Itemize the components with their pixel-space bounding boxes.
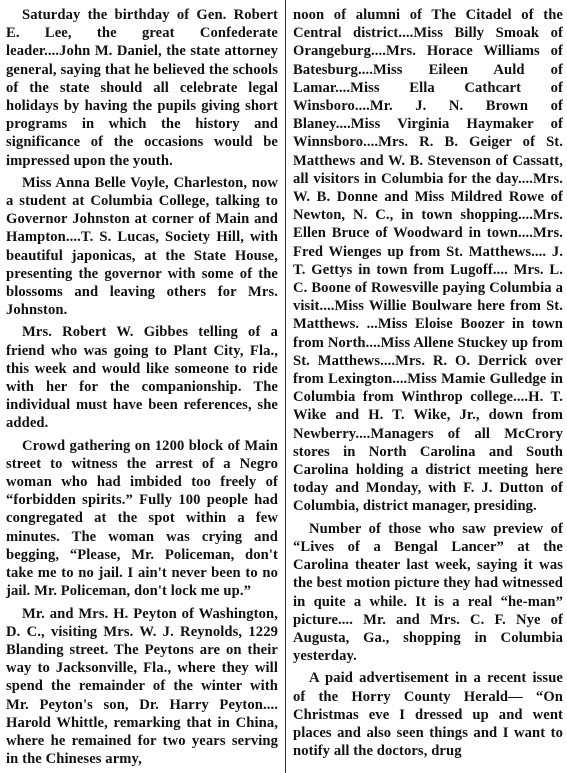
paragraph-peyton-visit: Mr. and Mrs. H. Peyton of Washington, D. C., visiting Mrs. W. J. Reynolds, 1229 Blanding street. The Peytons are on their way to Jacksonville, Fla., where they will spend the remainder of the winter with Mr. Peyton's son, Dr. Harry Peyton.... Harold Whittle, remarking that in China, where he remained for two years serving in the Chineses army, [6,605,278,768]
paragraph-lee-birthday: Saturday the birthday of Gen. Robert E. Lee, the great Confederate leader....John M. Daniel, the state attorney general, saying that he believed the schools of the state should all celebrate legal holidays by having the pupils giving short programs in which the history and significance of the occasions would be impressed upon the youth. [6,7,278,169]
paragraph-anna-belle-voyle: Miss Anna Belle Voyle, Charleston, now a student at Columbia College, talking to Governor Johnston at corner of Main and Hampton....T. S. Lucas, Society Hill, with beautiful japonicas, at the State House, presenting the governor with some of the blossoms and leaving others for Mrs. Johnston. [6,174,278,319]
paragraph-mrs-gibbes: Mrs. Robert W. Gibbes telling of a friend who was going to Plant City, Fla., this week and would like someone to ride with her for the companionship. The individual must have been references, she added. [6,324,278,432]
left-column [6,6,278,772]
paragraph-citadel-alumni: noon of alumni of The Citadel of the Central district....Miss Billy Smoak of Orangeburg....Mrs. Horace Williams of Batesburg....Miss Eileen Auld of Lamar....Miss Ella Cathcart of Winsboro....Mr. J. N. Brown of Blaney....Miss Virginia Haymaker of Winnsboro....Mrs. R. B. Geiger of St. Matthews and W. B. Stevenson of Cassatt, all visitors in Columbia for the day....Mrs. W. B. Donne and Miss Mildred Rowe of Newton, N. C., in town shopping....Mrs. Ellen Bruce of Woodward in town....Mrs. Fred Wienges up from St. Matthews.... J. T. Gettys in town from Lugoff.... Mrs. L. C. Boone of Rowesville paying Columbia a visit....Miss Willie Boulware here from St. Matthews. ...Miss Eloise Boozer in town from North....Miss Allene Stuckey up from St. Matthews....Mrs. R. O. Derrick over from Lexington....Miss Mamie Gulledge in Columbia from Winthrop college....H. T. Wike and H. T. Wike, Jr., down from Newberry....Managers of all McCrory stores in North Carolina and South Carolina holding a district meeting here today and Monday, with F. J. Dutton of Columbia, district manager, presiding. [293,7,563,515]
paragraph-bengal-lancer: Number of those who saw preview of “Lives of a Bengal Lancer” at the Carolina theater last week, saying it was the best motion picture they had witnessed in quite a while. It is a real “he-man” picture.... Mr. and Mrs. C. F. Nye of Augusta, Ga., shopping in Columbia yesterday. [293,520,563,665]
paragraph-crowd-arrest: Crowd gathering on 1200 block of Main street to witness the arrest of a Negro woman who had imbided too freely of “forbidden spirits.” Fully 100 people had congregated at the spot within a few minutes. The woman was crying and begging, “Please, Mr. Policeman, don't take me to no jail. I ain't never been to no jail. Mr. Policeman, don't lock me up.” [6,437,278,600]
right-column [293,6,563,764]
paragraph-horry-herald: A paid advertisement in a recent issue of the Horry County Herald— “On Christmas eve I dressed up and went places and also seen things and I want to notify all the doctors, drug [293,670,563,760]
column-divider [285,0,286,773]
